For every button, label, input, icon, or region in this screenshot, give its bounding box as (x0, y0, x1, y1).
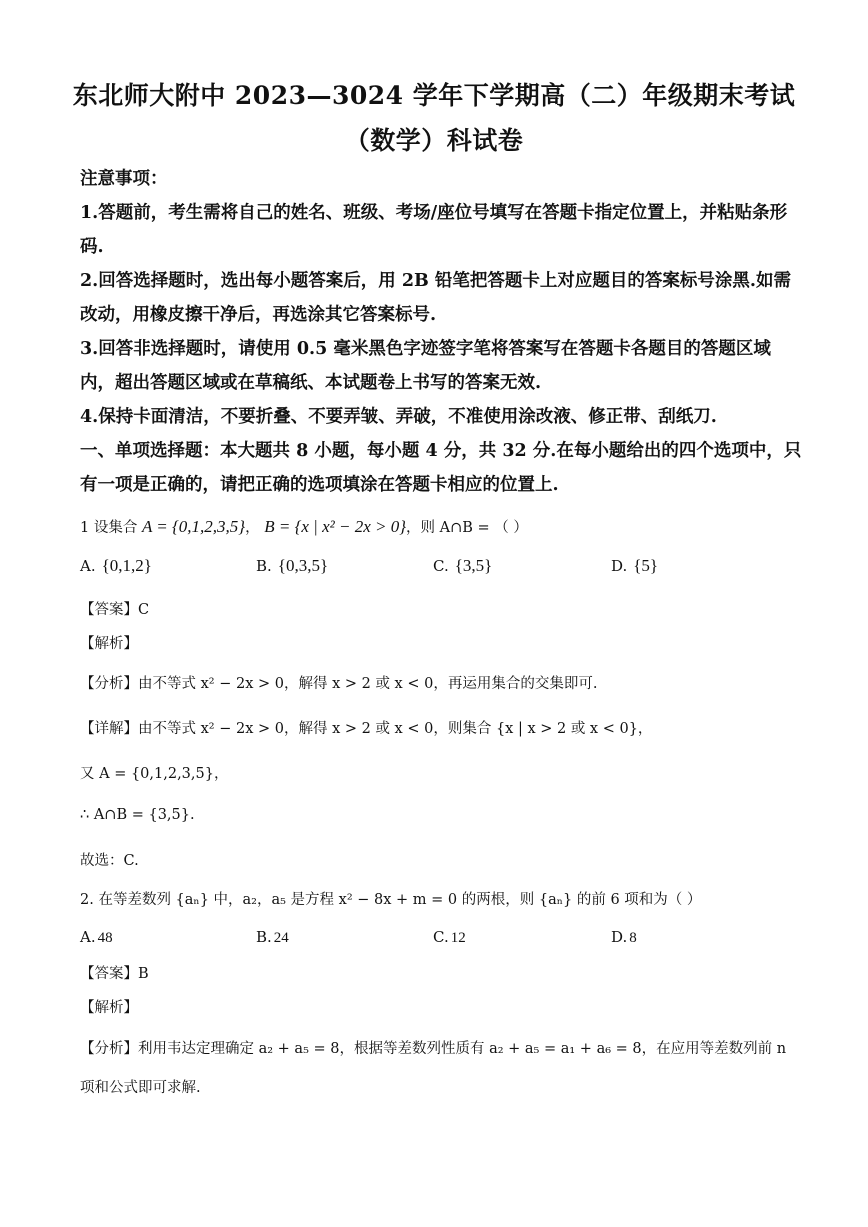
question-1-stem (80, 516, 790, 537)
option-value: {5} (633, 556, 659, 575)
notice-item-1: 1.答题前，考生需将自己的姓名、班级、考场/座位号填写在答题卡指定位置上，并粘贴条形 (80, 203, 788, 223)
notice-item-3: 3.回答非选择题时，请使用 0.5 毫米黑色字迹签字笔将答案写在答题卡各题目的答题区域 (80, 339, 771, 359)
option-value: {0,3,5} (277, 556, 329, 575)
question-1-set-a: A = {0,1,2,3,5} (141, 517, 246, 536)
question-1-option-a (80, 556, 152, 576)
question-2-option-b (256, 928, 289, 947)
question-1-set-b: B = {x | x² − 2x > 0} (264, 517, 407, 536)
question-2-option-a (80, 928, 113, 947)
section-1-heading: 一、单项选择题：本大题共 8 小题，每小题 4 分，共 32 分.在每小题给出的四个选项中，只 (80, 441, 802, 461)
option-label: C. (433, 928, 449, 946)
option-value: 24 (273, 930, 289, 946)
question-2-answer: 【答案】B (80, 966, 149, 982)
question-1-therefore: ∴ A∩B = {3,5}. (80, 807, 195, 823)
option-label: A. (80, 557, 96, 575)
option-label: D. (611, 928, 628, 946)
notice-heading: 注意事项： (80, 169, 168, 189)
question-2-option-d (611, 928, 637, 947)
question-1-choose: 故选：C. (80, 853, 139, 869)
question-1-analysis-tag: 【解析】 (80, 636, 138, 652)
question-1-comma: ， (245, 520, 260, 536)
notice-item-2: 2.回答选择题时，选出每小题答案后，用 2B 铅笔把答题卡上对应题目的答案标号涂黑.如需 (80, 271, 792, 291)
option-value: {3,5} (454, 556, 493, 575)
option-value: {0,1,2} (101, 556, 152, 575)
notice-item-3-cont: 内，超出答题区域或在草稿纸、本试题卷上书写的答案无效. (80, 373, 542, 393)
exam-title: 东北师大附中 2023—3024 学年下学期高（二）年级期末考试 (72, 81, 796, 110)
option-value: 12 (450, 930, 466, 946)
question-1-option-c (433, 556, 492, 576)
question-2-fenxi: 【分析】利用韦达定理确定 a₂ + a₅ = 8，根据等差数列性质有 a₂ + a₅ = a₁ + a₆ = 8，在应用等差数列前 n (80, 1041, 787, 1057)
exam-subtitle: （数学）科试卷 (344, 126, 524, 155)
question-1-xiangjie: 【详解】由不等式 x² − 2x > 0，解得 x > 2 或 x < 0，则集合 {x | x > 2 或 x < 0}， (80, 721, 653, 737)
question-2-analysis-tag: 【解析】 (80, 1000, 138, 1016)
question-2-stem: 2. 在等差数列 {aₙ} 中，a₂，a₅ 是方程 x² − 8x + m = 0 的两根，则 {aₙ} 的前 6 项和为（ ） (80, 892, 702, 908)
notice-item-4: 4.保持卡面清洁，不要折叠、不要弄皱、弄破，不准使用涂改液、修正带、刮纸刀. (80, 407, 717, 427)
notice-item-1-cont: 码. (80, 237, 104, 257)
question-1-fenxi: 【分析】由不等式 x² − 2x > 0，解得 x > 2 或 x < 0，再运用集合的交集即可. (80, 676, 598, 692)
question-1-number: 1 设集合 (80, 520, 138, 536)
option-label: A. (80, 928, 96, 946)
option-value: 48 (97, 930, 113, 946)
question-1-also: 又 A = {0,1,2,3,5}， (80, 766, 229, 782)
option-label: B. (256, 928, 272, 946)
question-1-option-b (256, 556, 328, 576)
question-2-fenxi-cont: 项和公式即可求解. (80, 1080, 201, 1096)
section-1-heading-cont: 有一项是正确的，请把正确的选项填涂在答题卡相应的位置上. (80, 475, 559, 495)
question-2-option-c (433, 928, 466, 947)
option-label: B. (256, 557, 272, 575)
question-1-answer: 【答案】C (80, 602, 150, 618)
option-value: 8 (629, 930, 637, 946)
notice-item-2-cont: 改动，用橡皮擦干净后，再选涂其它答案标号. (80, 305, 437, 325)
option-label: C. (433, 557, 449, 575)
option-label: D. (611, 557, 628, 575)
question-1-option-d (611, 556, 658, 576)
question-1-ask: ，则 A∩B = （ ） (406, 520, 528, 536)
